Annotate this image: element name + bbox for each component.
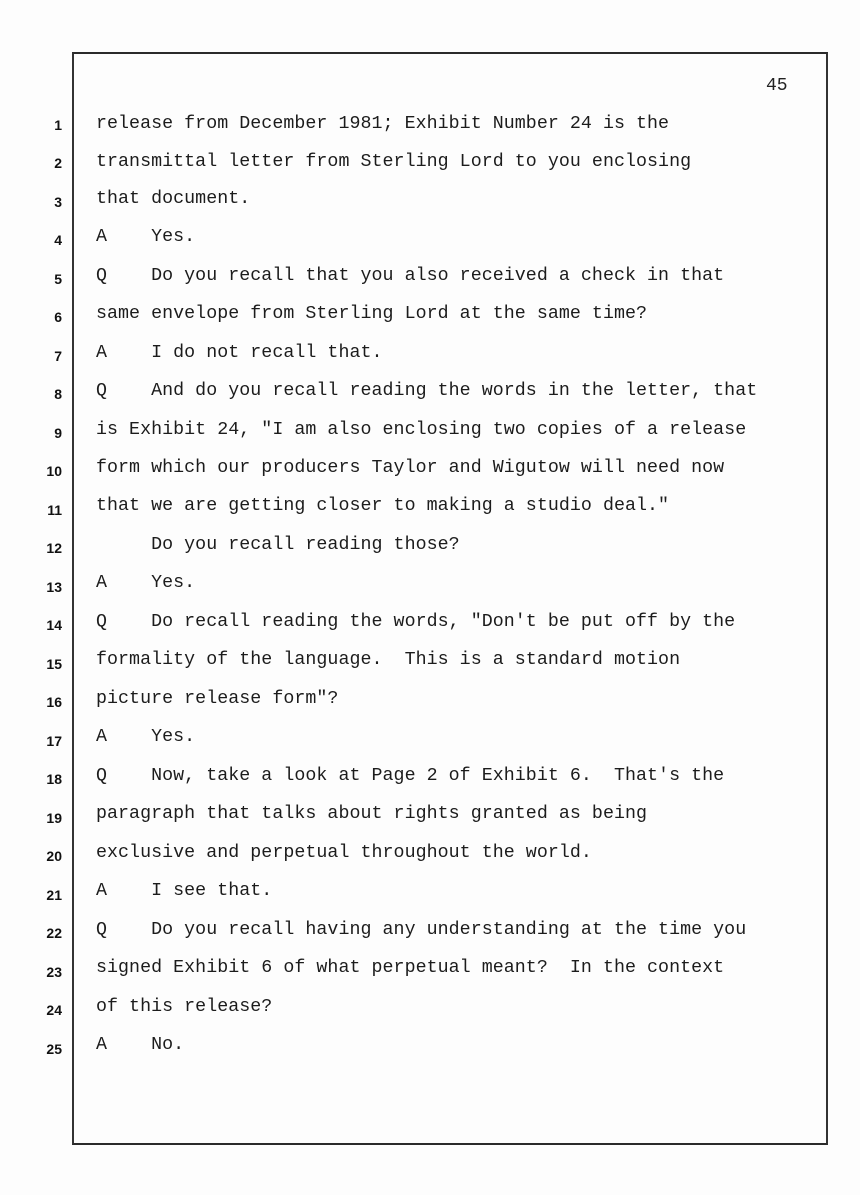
transcript-line: Q And do you recall reading the words in the letter, that (96, 381, 758, 401)
line-number: 3 (54, 194, 62, 210)
line-number: 11 (47, 502, 62, 518)
transcript-line: that document. (96, 189, 251, 209)
line-number: 2 (54, 155, 62, 171)
line-number: 9 (54, 425, 62, 441)
transcript-line: formality of the language. This is a standard motion (96, 650, 681, 670)
line-number: 10 (46, 463, 62, 479)
transcript-line: Q Now, take a look at Page 2 of Exhibit 6. That's the (96, 766, 725, 786)
transcript-line: form which our producers Taylor and Wigutow will need now (96, 458, 725, 478)
line-number: 5 (54, 271, 62, 287)
line-number: 23 (46, 964, 62, 980)
line-number: 19 (46, 810, 62, 826)
transcript-line: that we are getting closer to making a studio deal." (96, 496, 670, 516)
line-number: 12 (46, 540, 62, 556)
line-number: 15 (46, 656, 62, 672)
transcript-line: A Yes. (96, 727, 196, 747)
transcript-line: Q Do you recall that you also received a check in that (96, 266, 725, 286)
page-frame (72, 52, 828, 1145)
transcript-line: release from December 1981; Exhibit Number 24 is the (96, 114, 670, 134)
line-number: 24 (46, 1002, 62, 1018)
transcript-line: Do you recall reading those? (96, 535, 460, 555)
transcript-line: A I do not recall that. (96, 343, 383, 363)
line-number: 13 (46, 579, 62, 595)
transcript-line: paragraph that talks about rights granted as being (96, 804, 648, 824)
line-number: 8 (54, 386, 62, 402)
line-number: 21 (46, 887, 62, 903)
line-number: 22 (46, 925, 62, 941)
line-number: 17 (46, 733, 62, 749)
transcript-line: same envelope from Sterling Lord at the same time? (96, 304, 648, 324)
transcript-line: A Yes. (96, 227, 196, 247)
line-number: 4 (54, 232, 62, 248)
line-number: 20 (46, 848, 62, 864)
line-number: 1 (54, 117, 62, 133)
transcript-line: of this release? (96, 997, 273, 1017)
transcript-line: is Exhibit 24, "I am also enclosing two copies of a release (96, 420, 747, 440)
line-number: 14 (46, 617, 62, 633)
transcript-line: signed Exhibit 6 of what perpetual meant? In the context (96, 958, 725, 978)
line-number: 18 (46, 771, 62, 787)
transcript-line: A Yes. (96, 573, 196, 593)
line-number: 7 (54, 348, 62, 364)
transcript-line: exclusive and perpetual throughout the world. (96, 843, 592, 863)
transcript-line: picture release form"? (96, 689, 339, 709)
transcript-line: Q Do recall reading the words, "Don't be put off by the (96, 612, 736, 632)
transcript-line: A No. (96, 1035, 185, 1055)
line-number: 25 (46, 1041, 62, 1057)
line-number: 6 (54, 309, 62, 325)
line-number: 16 (46, 694, 62, 710)
transcript-line: A I see that. (96, 881, 273, 901)
transcript-line: transmittal letter from Sterling Lord to you enclosing (96, 152, 692, 172)
transcript-line: Q Do you recall having any understanding at the time you (96, 920, 747, 940)
page-number: 45 (766, 76, 788, 96)
